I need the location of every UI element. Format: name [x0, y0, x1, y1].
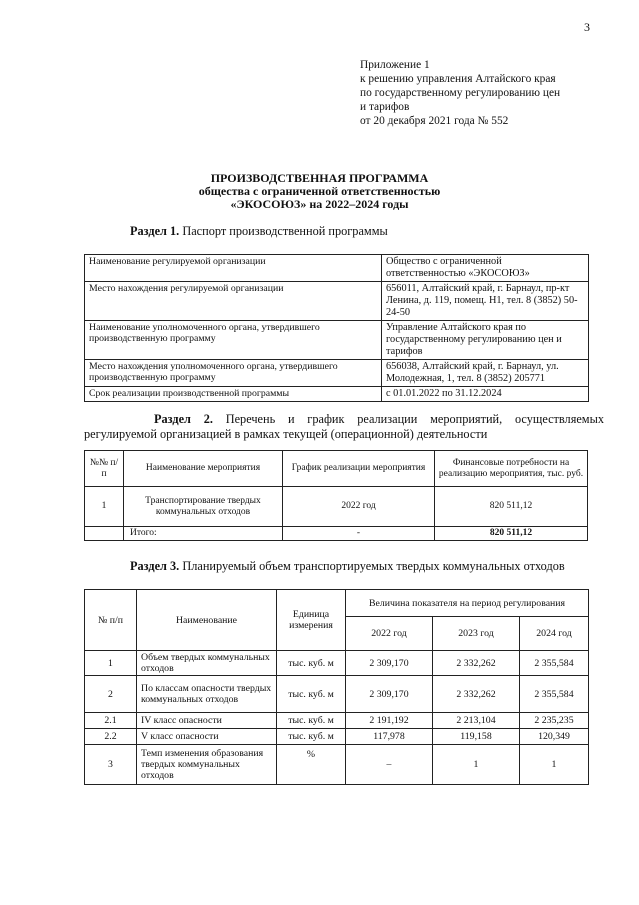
cell-value: –	[346, 745, 433, 785]
cell-value: 2 213,104	[433, 713, 520, 729]
table-row	[85, 255, 589, 282]
program-title-line: ПРОИЗВОДСТВЕННАЯ ПРОГРАММА	[210, 171, 429, 185]
cell-value: 2 309,170	[346, 676, 433, 713]
year-header: 2024 год	[520, 617, 589, 651]
cell-value: 1	[520, 745, 589, 785]
table-row	[85, 487, 588, 527]
table-row	[85, 745, 589, 785]
cell-num: 1	[85, 487, 124, 527]
cell-name: Темп изменения образования твердых коммунальных отходов	[137, 745, 277, 785]
cell-num: 1	[85, 651, 137, 676]
cell-num: 3	[85, 745, 137, 785]
activities-table	[84, 450, 588, 541]
cell-value: 120,349	[520, 729, 589, 745]
appendix-line: к решению управления Алтайского края	[360, 73, 556, 85]
passport-value: с 01.01.2022 по 31.12.2024	[382, 387, 589, 402]
passport-value: 656011, Алтайский край, г. Барнаул, пр-кт Ленина, д. 119, помещ. Н1, тел. 8 (3852) 50-24-50	[382, 282, 589, 321]
column-header: № п/п	[85, 590, 137, 651]
cell-num: 2	[85, 676, 137, 713]
table-row	[85, 713, 589, 729]
cell-name: IV класс опасности	[137, 713, 277, 729]
cell-name: Транспортирование твердых коммунальных отходов	[124, 487, 283, 527]
cell-value: 2 355,584	[520, 676, 589, 713]
cell-value: 2 191,192	[346, 713, 433, 729]
column-header: Наименование	[137, 590, 277, 651]
passport-value: Управление Алтайского края по государственному регулированию цен и тарифов	[382, 321, 589, 360]
cell-value: 1	[433, 745, 520, 785]
cell-name: По классам опасности твердых коммунальных отходов	[137, 676, 277, 713]
page-number: 3	[584, 20, 590, 34]
table-total-row	[85, 527, 588, 541]
passport-value: 656038, Алтайский край, г. Барнаул, ул. Молодежная, 1, тел. 8 (3852) 205771	[382, 360, 589, 387]
table-header-row	[85, 451, 588, 487]
volume-table	[84, 589, 589, 785]
section3-heading	[130, 559, 565, 574]
total-schedule: -	[283, 527, 435, 541]
passport-label: Наименование регулируемой организации	[85, 255, 382, 282]
table-row	[85, 676, 589, 713]
table-row	[85, 282, 589, 321]
table-row	[85, 729, 589, 745]
cell-value: 117,978	[346, 729, 433, 745]
column-header: Финансовые потребности на реализацию мероприятия, тыс. руб.	[435, 451, 588, 487]
section-label: Раздел 2.	[154, 412, 213, 426]
cell-unit: %	[277, 745, 346, 785]
table-row	[85, 360, 589, 387]
column-header: Наименование мероприятия	[124, 451, 283, 487]
cell-unit: тыс. куб. м	[277, 676, 346, 713]
appendix-line: и тарифов	[360, 101, 410, 113]
cell-unit: тыс. куб. м	[277, 729, 346, 745]
column-header: Единица измерения	[277, 590, 346, 651]
cell-value: 2 332,262	[433, 651, 520, 676]
cell-num: 2.2	[85, 729, 137, 745]
appendix-line: Приложение 1	[360, 59, 430, 71]
cell-value: 2 332,262	[433, 676, 520, 713]
cell-name: V класс опасности	[137, 729, 277, 745]
section-label: Раздел 3.	[130, 559, 180, 573]
program-title-line: «ЭКОСОЮЗ» на 2022–2024 годы	[230, 197, 409, 211]
table-row	[85, 651, 589, 676]
program-title	[0, 172, 639, 211]
section-title: Перечень и график реализации мероприятий, осуществляемых регулируемой организацией в рамках текущей (операционной) деятельности	[84, 412, 604, 441]
year-header: 2023 год	[433, 617, 520, 651]
year-header: 2022 год	[346, 617, 433, 651]
column-header: Величина показателя на период регулирования	[346, 590, 589, 617]
cell-unit: тыс. куб. м	[277, 713, 346, 729]
section-title: Паспорт производственной программы	[182, 224, 388, 238]
table-row	[85, 387, 589, 402]
appendix-line: от 20 декабря 2021 года № 552	[360, 115, 509, 127]
passport-label: Место нахождения регулируемой организации	[85, 282, 382, 321]
cell-value: 2 355,584	[520, 651, 589, 676]
passport-label: Срок реализации производственной программы	[85, 387, 382, 402]
appendix-line: по государственному регулированию цен	[360, 87, 561, 99]
passport-label: Место нахождения уполномоченного органа, утвердившего производственную программу	[85, 360, 382, 387]
cell-unit: тыс. куб. м	[277, 651, 346, 676]
section-label: Раздел 1.	[130, 224, 180, 238]
cell-schedule: 2022 год	[283, 487, 435, 527]
passport-table	[84, 254, 589, 402]
cell-value: 119,158	[433, 729, 520, 745]
cell-num: 2.1	[85, 713, 137, 729]
passport-label: Наименование уполномоченного органа, утвердившего производственную программу	[85, 321, 382, 360]
cell-value: 2 309,170	[346, 651, 433, 676]
section1-heading	[130, 224, 388, 239]
program-title-line: общества с ограниченной ответственностью	[198, 184, 441, 198]
cell-finance: 820 511,12	[435, 487, 588, 527]
column-header: №№ п/п	[85, 451, 124, 487]
table-row	[85, 321, 589, 360]
passport-value: Общество с ограниченной ответственностью «ЭКОСОЮЗ»	[382, 255, 589, 282]
section-title: Планируемый объем транспортируемых твердых коммунальных отходов	[182, 559, 565, 573]
cell-name: Объем твердых коммунальных отходов	[137, 651, 277, 676]
table-header-row	[85, 590, 589, 617]
cell-empty	[85, 527, 124, 541]
total-label: Итого:	[124, 527, 283, 541]
appendix-note	[360, 58, 560, 128]
total-finance: 820 511,12	[435, 527, 588, 541]
cell-value: 2 235,235	[520, 713, 589, 729]
section2-heading	[84, 412, 604, 442]
column-header: График реализации мероприятия	[283, 451, 435, 487]
